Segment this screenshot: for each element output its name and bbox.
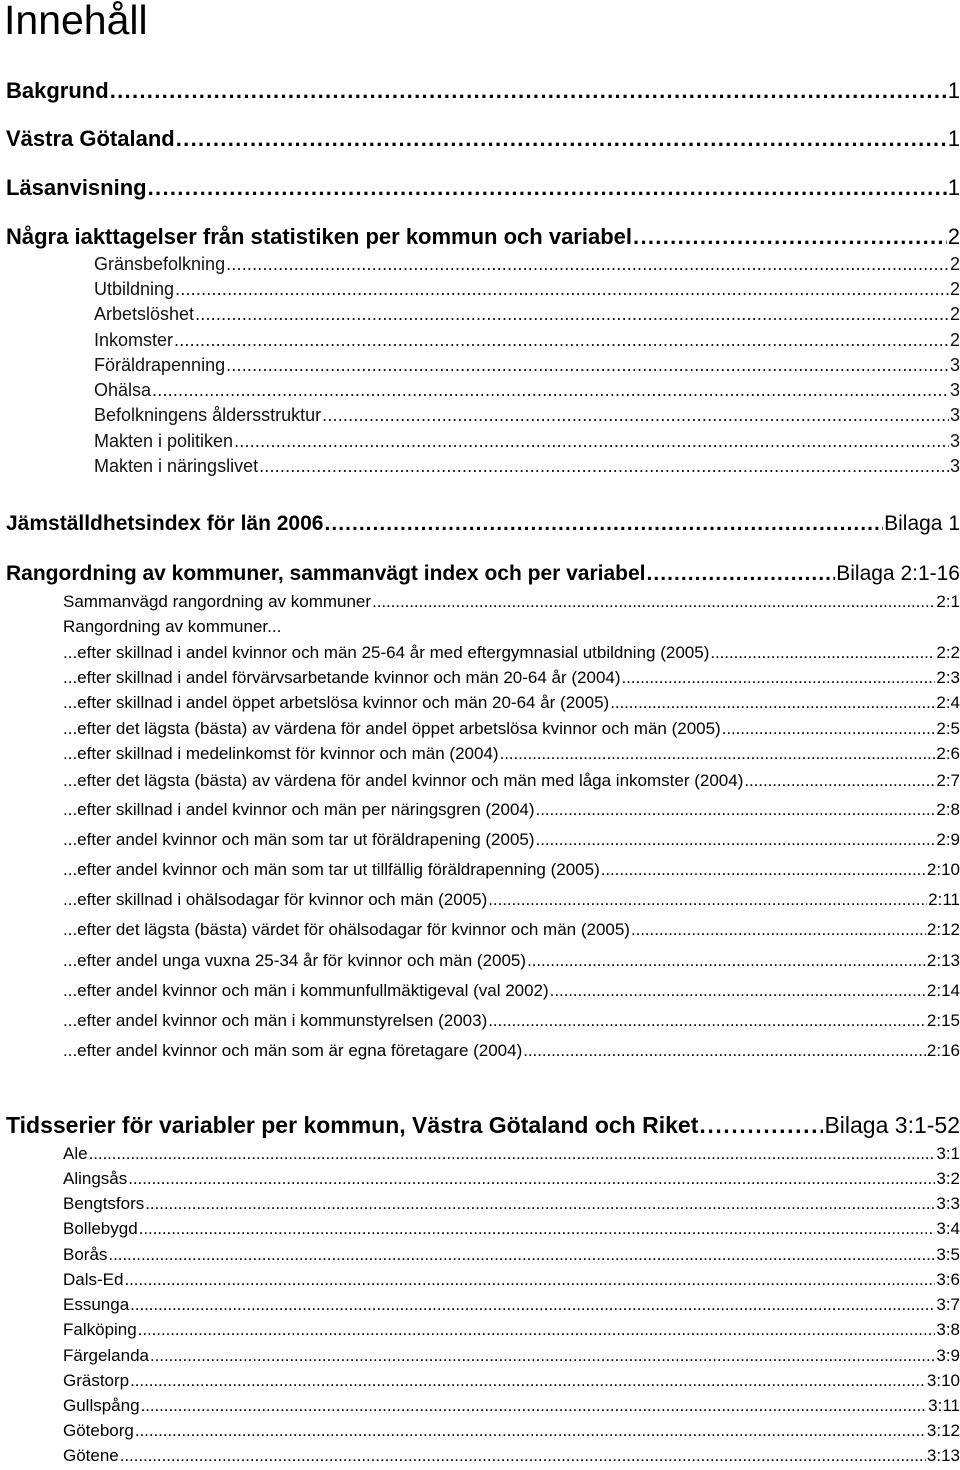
- toc-entry-label: Götene: [63, 1446, 119, 1465]
- toc-entry-label: Makten i näringslivet: [94, 456, 259, 476]
- toc-subentry[interactable]: [63, 592, 960, 612]
- leader-dots: [500, 744, 936, 764]
- toc-entry-page: 2:11: [928, 890, 960, 909]
- toc-entry-label: ...efter skillnad i andel förvärvsarbetande kvinnor och män 20-64 år (2004): [63, 668, 621, 687]
- leader-dots: [148, 175, 947, 201]
- toc-entry-label: Tidsserier för variabler per kommun, Västra Götaland och Riket: [6, 1112, 699, 1138]
- toc-entry-page: 3:7: [936, 1295, 960, 1314]
- toc-entry-label: Några iakttagelser från statistiken per kommun och variabel: [6, 224, 633, 249]
- toc-entry-label: Bollebygd: [63, 1219, 138, 1238]
- toc-subentry[interactable]: [94, 431, 960, 452]
- toc-entry-page: 3:9: [936, 1346, 960, 1365]
- toc-entry-page: 2:6: [936, 744, 960, 763]
- toc-municipality[interactable]: [63, 1144, 960, 1164]
- leader-dots: [744, 771, 935, 791]
- toc-subentry[interactable]: [63, 744, 960, 764]
- toc-municipality[interactable]: [63, 1421, 960, 1441]
- toc-entry-label: Sammanvägd rangordning av kommuner: [63, 592, 372, 611]
- toc-entry-page: 3: [949, 380, 960, 400]
- toc-entry-page: 2:8: [936, 800, 960, 819]
- leader-dots: [138, 1320, 936, 1340]
- leader-dots: [124, 1270, 935, 1290]
- toc-subentry[interactable]: [63, 693, 960, 713]
- toc-subentry[interactable]: [63, 951, 960, 971]
- toc-entry-page: 2: [947, 224, 960, 249]
- toc-entry-page: 3:11: [928, 1396, 960, 1415]
- toc-entry-page: 2:3: [936, 668, 960, 687]
- toc-municipality[interactable]: [63, 1169, 960, 1189]
- toc-entry-page: 2:12: [926, 920, 960, 939]
- toc-subentry[interactable]: [63, 771, 960, 791]
- leader-dots: [601, 860, 926, 880]
- toc-entry-label: Färgelanda: [63, 1346, 150, 1365]
- leader-dots: [150, 1346, 935, 1366]
- toc-subentry[interactable]: [94, 456, 960, 477]
- toc-subentry[interactable]: [63, 719, 960, 739]
- toc-subentry[interactable]: [94, 254, 960, 275]
- toc-entry-page: 2:2: [936, 643, 960, 662]
- leader-dots: [89, 1144, 936, 1164]
- toc-entry-label: Jämställdhetsindex för län 2006: [6, 512, 324, 535]
- toc-entry-label: ...efter skillnad i ohälsodagar för kvinnor och män (2005): [63, 890, 488, 909]
- toc-entry-label: Bakgrund: [6, 78, 109, 103]
- leader-dots: [152, 380, 949, 401]
- toc-entry-label: ...efter skillnad i andel öppet arbetslösa kvinnor och män 20-64 år (2005): [63, 693, 610, 712]
- leader-dots: [372, 592, 935, 612]
- toc-entry-page: 3: [949, 405, 960, 425]
- toc-entry-label: Gränsbefolkning: [94, 254, 226, 274]
- toc-entry-rangordning[interactable]: [6, 562, 960, 586]
- toc-entry-page: 1: [947, 126, 960, 151]
- leader-dots: [259, 456, 949, 477]
- toc-entry-page: 2: [949, 254, 960, 274]
- toc-entry-label: ...efter det lägsta (bästa) av värdena för andel kvinnor och män med låga inkomster (2004): [63, 771, 744, 790]
- toc-entry-page: 2:15: [926, 1011, 960, 1030]
- toc-entry-page: 2: [949, 279, 960, 299]
- toc-entry-label: Arbetslöshet: [94, 304, 195, 324]
- leader-dots: [145, 1194, 935, 1214]
- toc-entry-label: ...efter andel kvinnor och män i kommunstyrelsen (2003): [63, 1011, 488, 1030]
- leader-dots: [710, 643, 935, 663]
- toc-subentry[interactable]: [63, 643, 960, 663]
- leader-dots: [226, 254, 949, 275]
- toc-entry-label: ...efter andel kvinnor och män i kommunfullmäktigeval (val 2002): [63, 981, 549, 1000]
- toc-entry-label: Befolkningens åldersstruktur: [94, 405, 322, 425]
- leader-dots: [324, 512, 883, 536]
- leader-dots: [322, 405, 949, 426]
- leader-dots: [141, 1396, 928, 1416]
- toc-entry-label: Göteborg: [63, 1421, 134, 1440]
- toc-entry-page: 3:13: [926, 1446, 960, 1465]
- leader-dots: [631, 920, 926, 940]
- toc-entry-page: 3:5: [936, 1245, 960, 1264]
- leader-dots: [139, 1219, 936, 1239]
- leader-dots: [176, 126, 947, 152]
- leader-dots: [527, 951, 926, 971]
- toc-subheading: Rangordning av kommuner...: [63, 617, 282, 636]
- toc-entry-page: 2:5: [936, 719, 960, 738]
- toc-entry-page: 2:9: [936, 830, 960, 849]
- toc-entry-label: Bengtsfors: [63, 1194, 145, 1213]
- toc-subentry[interactable]: [94, 405, 960, 426]
- toc-entry-page: 2:1: [936, 592, 960, 611]
- page-title: Innehåll: [4, 0, 148, 43]
- toc-entry-label: Makten i politiken: [94, 431, 234, 451]
- leader-dots: [536, 830, 936, 850]
- toc-subentry[interactable]: [63, 890, 960, 910]
- toc-entry-page: 3: [949, 355, 960, 375]
- toc-entry-label: ...efter skillnad i andel kvinnor och män per näringsgren (2004): [63, 800, 535, 819]
- toc-entry-label: Ohälsa: [94, 380, 152, 400]
- leader-dots: [699, 1112, 823, 1139]
- leader-dots: [195, 304, 949, 325]
- toc-subentry[interactable]: [94, 304, 960, 325]
- toc-subentry[interactable]: [94, 330, 960, 351]
- toc-entry-page: 2: [949, 304, 960, 324]
- toc-entry-page: 3: [949, 456, 960, 476]
- leader-dots: [135, 1421, 926, 1441]
- leader-dots: [550, 981, 926, 1001]
- toc-entry-tidsserier[interactable]: [6, 1112, 960, 1139]
- toc-entry-page: 2:16: [926, 1041, 960, 1060]
- toc-entry-label: ...efter skillnad i medelinkomst för kvinnor och män (2004): [63, 744, 499, 763]
- leader-dots: [130, 1295, 935, 1315]
- toc-subentry[interactable]: [63, 860, 960, 880]
- toc-entry-label: Utbildning: [94, 279, 175, 299]
- toc-entry-iakttagelser[interactable]: [6, 224, 960, 250]
- toc-entry-vastra-gotaland[interactable]: [6, 126, 960, 152]
- toc-municipality[interactable]: [63, 1446, 960, 1466]
- toc-entry-page: 2:13: [926, 951, 960, 970]
- toc-subentry[interactable]: [63, 668, 960, 688]
- toc-entry-page: Bilaga 2:1-16: [836, 562, 960, 585]
- toc-entry-page: 2:14: [926, 981, 960, 1000]
- leader-dots: [175, 279, 949, 300]
- toc-entry-label: Dals-Ed: [63, 1270, 124, 1289]
- toc-subentry[interactable]: [63, 981, 960, 1001]
- leader-dots: [488, 890, 927, 910]
- toc-municipality[interactable]: [63, 1371, 960, 1391]
- toc-subentry[interactable]: [94, 355, 960, 376]
- toc-subentry[interactable]: [94, 380, 960, 401]
- toc-entry-page: 3:6: [936, 1270, 960, 1289]
- toc-entry-label: ...efter andel unga vuxna 25-34 år för kvinnor och män (2005): [63, 951, 527, 970]
- leader-dots: [488, 1011, 926, 1031]
- leader-dots: [128, 1169, 935, 1189]
- leader-dots: [622, 668, 936, 688]
- toc-entry-page: 2:4: [936, 693, 960, 712]
- toc-entry-label: Ale: [63, 1144, 88, 1163]
- toc-municipality[interactable]: [63, 1320, 960, 1340]
- toc-entry-label: Grästorp: [63, 1371, 130, 1390]
- toc-municipality[interactable]: [63, 1245, 960, 1265]
- toc-entry-label: Gullspång: [63, 1396, 140, 1415]
- toc-entry-label: Essunga: [63, 1295, 130, 1314]
- toc-entry-page: 3:8: [936, 1320, 960, 1339]
- leader-dots: [633, 224, 947, 250]
- toc-entry-page: 1: [947, 78, 960, 103]
- toc-entry-page: 3:2: [936, 1169, 960, 1188]
- toc-municipality[interactable]: [63, 1270, 960, 1290]
- toc-entry-page: 3:10: [926, 1371, 960, 1390]
- toc-entry-page: 2:10: [926, 860, 960, 879]
- toc-entry-page: 2:7: [936, 771, 960, 790]
- toc-entry-bakgrund[interactable]: [6, 78, 960, 104]
- toc-subentry[interactable]: [63, 1011, 960, 1031]
- leader-dots: [130, 1371, 926, 1391]
- toc-municipality[interactable]: [63, 1396, 960, 1416]
- toc-entry-page: 3: [949, 431, 960, 451]
- toc-subentry[interactable]: [94, 279, 960, 300]
- toc-entry-label: Inkomster: [94, 330, 174, 350]
- toc-entry-lasanvisning[interactable]: [6, 175, 960, 201]
- toc-subentry[interactable]: [63, 830, 960, 850]
- toc-entry-page: Bilaga 3:1-52: [824, 1112, 960, 1138]
- toc-entry-label: Borås: [63, 1245, 108, 1264]
- leader-dots: [234, 431, 949, 452]
- toc-entry-page: 3:1: [936, 1144, 960, 1163]
- toc-entry-label: Föräldrapenning: [94, 355, 226, 375]
- leader-dots: [536, 800, 936, 820]
- toc-entry-label: Falköping: [63, 1320, 137, 1339]
- leader-dots: [523, 1041, 926, 1061]
- toc-subentry[interactable]: [63, 1041, 960, 1061]
- toc-entry-page: 3:3: [936, 1194, 960, 1213]
- toc-entry-label: ...efter det lägsta (bästa) av värdena för andel öppet arbetslösa kvinnor och män (2005): [63, 719, 721, 738]
- toc-municipality[interactable]: [63, 1194, 960, 1214]
- toc-entry-label: ...efter andel kvinnor och män som tar ut föräldrapening (2005): [63, 830, 535, 849]
- leader-dots: [110, 78, 947, 104]
- toc-entry-page: 3:12: [926, 1421, 960, 1440]
- toc-entry-page: 3:4: [936, 1219, 960, 1238]
- toc-entry-page: 2: [949, 330, 960, 350]
- toc-entry-label: Läsanvisning: [6, 175, 147, 200]
- toc-entry-page: Bilaga 1: [884, 512, 960, 535]
- toc-entry-label: ...efter andel kvinnor och män som tar ut tillfällig föräldrapenning (2005): [63, 860, 600, 879]
- leader-dots: [226, 355, 949, 376]
- toc-entry-label: Alingsås: [63, 1169, 128, 1188]
- leader-dots: [610, 693, 935, 713]
- toc-entry-label: ...efter andel kvinnor och män som är egna företagare (2004): [63, 1041, 523, 1060]
- toc-subentry[interactable]: [63, 800, 960, 820]
- toc-entry-label: ...efter skillnad i andel kvinnor och män 25-64 år med eftergymnasial utbildning (2005): [63, 643, 710, 662]
- toc-entry-label: Västra Götaland: [6, 126, 175, 151]
- leader-dots: [120, 1446, 926, 1466]
- toc-municipality[interactable]: [63, 1295, 960, 1315]
- leader-dots: [108, 1245, 935, 1265]
- toc-entry-page: 1: [947, 175, 960, 200]
- toc-municipality[interactable]: [63, 1219, 960, 1239]
- leader-dots: [174, 330, 949, 351]
- leader-dots: [722, 719, 936, 739]
- toc-entry-label: ...efter det lägsta (bästa) värdet för ohälsodagar för kvinnor och män (2005): [63, 920, 630, 939]
- leader-dots: [647, 562, 836, 586]
- toc-entry-label: Rangordning av kommuner, sammanvägt index och per variabel: [6, 562, 646, 585]
- toc-municipality[interactable]: [63, 1346, 960, 1366]
- toc-subentry[interactable]: [63, 920, 960, 940]
- toc-entry-jamstalldhetsindex[interactable]: [6, 512, 960, 536]
